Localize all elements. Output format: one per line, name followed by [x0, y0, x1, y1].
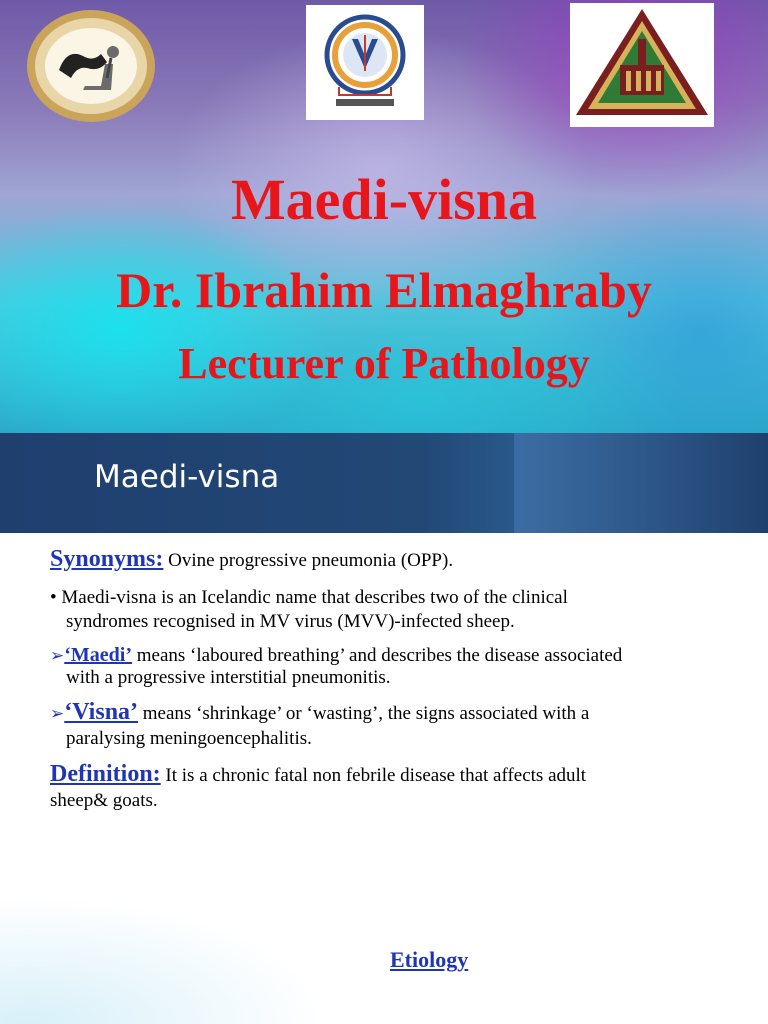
visna-item: [50, 701, 589, 725]
bullet-symbol: •: [50, 587, 57, 608]
synonyms-line: [50, 548, 453, 572]
visna-label: ‘Visna’: [64, 699, 139, 725]
definition-label: Definition:: [50, 761, 161, 787]
veterinary-faculty-logo: [306, 5, 424, 120]
synonyms-label: Synonyms:: [50, 546, 164, 572]
definition-line-2: sheep& goats.: [50, 790, 158, 811]
presenter-name: Dr. Ibrahim Elmaghraby: [116, 262, 652, 318]
content-slide-title: Maedi-visna: [94, 459, 280, 495]
arrow-bullet-icon: ➢: [50, 704, 65, 723]
etiology-link[interactable]: Etiology: [390, 947, 469, 972]
maedi-line-2: with a progressive interstitial pneumonitis.: [66, 667, 391, 688]
benha-university-logo: [570, 3, 714, 127]
bullet-line-1: Maedi-visna is an Icelandic name that describes two of the clinical: [61, 587, 568, 608]
bullet-item: [50, 586, 568, 609]
title-slide: [0, 0, 768, 433]
presentation-title: Maedi-visna: [230, 167, 538, 232]
definition-line: [50, 763, 586, 787]
bullet-line-2: syndromes recognised in MV virus (MVV)-infected sheep.: [66, 611, 515, 632]
synonyms-text: Ovine progressive pneumonia (OPP).: [163, 550, 454, 571]
visna-line-1: means ‘shrinkage’ or ‘wasting’, the signs associated with a: [138, 703, 590, 724]
header-highlight: [514, 433, 768, 533]
presenter-role: Lecturer of Pathology: [178, 339, 590, 388]
maedi-item: [50, 644, 622, 667]
maedi-label: ‘Maedi’: [64, 644, 133, 666]
arrow-bullet-icon: ➢: [50, 646, 65, 665]
maedi-line-1: means ‘laboured breathing’ and describes the disease associated: [132, 645, 623, 666]
visna-line-2: paralysing meningoencephalitis.: [66, 728, 312, 749]
pathology-department-logo: [25, 8, 157, 124]
definition-line-1: It is a chronic fatal non febrile disease that affects adult: [160, 765, 587, 786]
